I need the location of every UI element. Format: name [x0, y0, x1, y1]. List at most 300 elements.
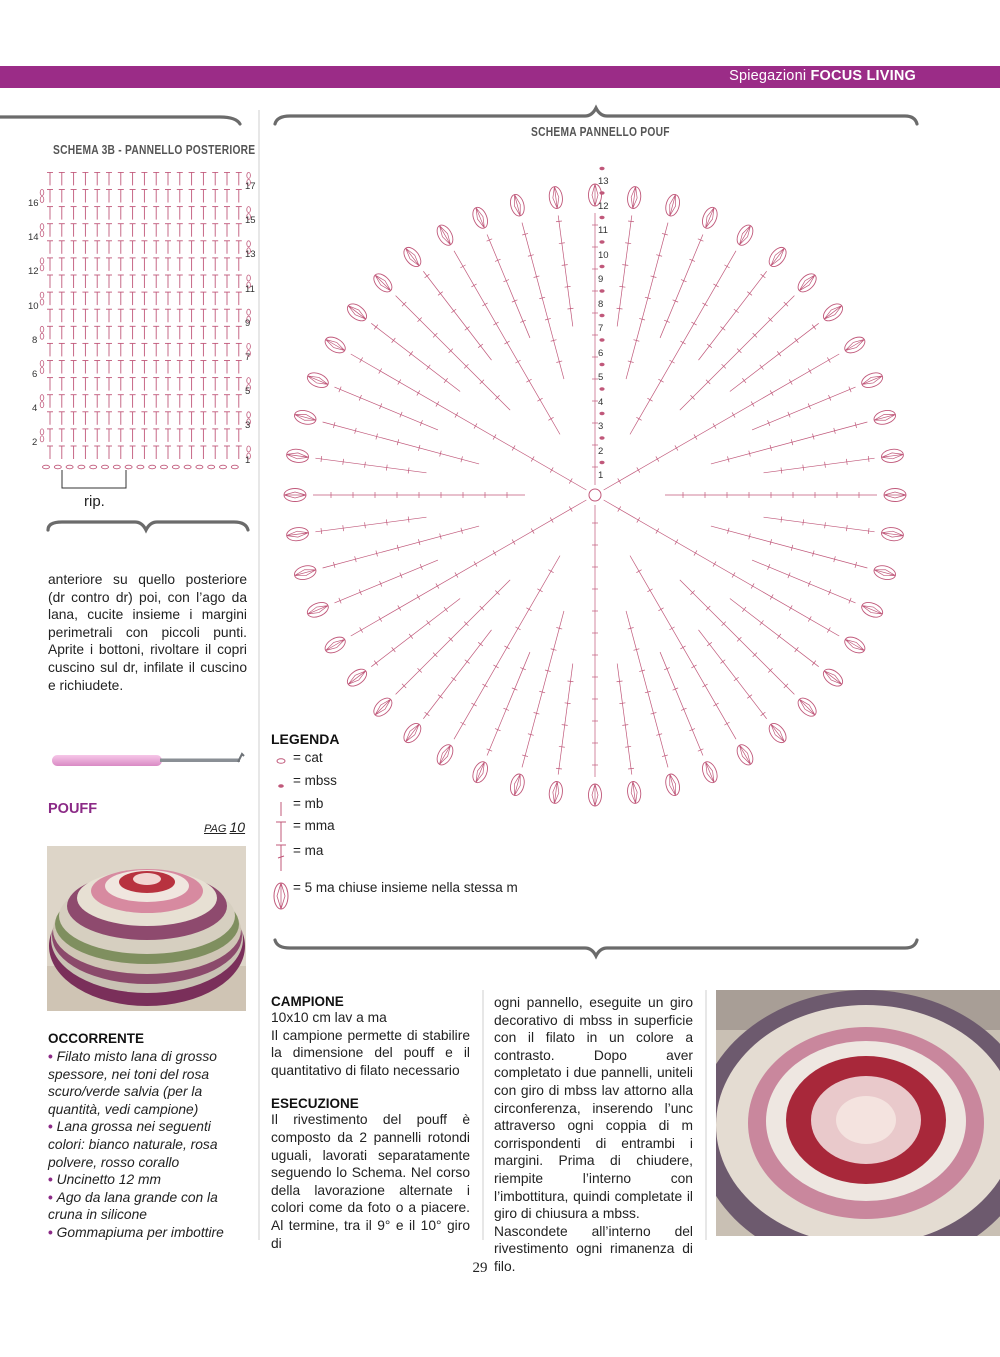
- stitch-symbol: [224, 241, 230, 254]
- cluster-symbol: [401, 244, 425, 269]
- cluster-symbol: [842, 334, 868, 356]
- stitch-symbol: [94, 241, 100, 254]
- stitch-symbol: [224, 343, 230, 356]
- stitch-symbol: [236, 395, 242, 408]
- stitch-symbol: [177, 292, 183, 305]
- turning-chain: [40, 436, 44, 442]
- stitch-symbol: [71, 429, 77, 442]
- slip-stitch-marker: [599, 191, 604, 194]
- double-crochet-icon: [271, 843, 291, 873]
- stitch-symbol: [71, 361, 77, 374]
- esecuzione-title: ESECUZIONE: [271, 1096, 359, 1112]
- stitch-symbol: [94, 224, 100, 237]
- stitch-symbol: [177, 258, 183, 271]
- stitch-symbol: [118, 378, 124, 391]
- stitch-symbol: [59, 446, 65, 459]
- legend-double-crochet: = ma: [271, 843, 291, 876]
- turning-chain: [247, 172, 251, 178]
- cluster-symbol: [434, 742, 456, 768]
- stitch-symbol: [47, 207, 53, 220]
- stitch-symbol: [153, 361, 159, 374]
- stitch-symbol: [141, 343, 147, 356]
- slip-stitch-marker: [599, 461, 604, 464]
- stitch-symbol: [141, 292, 147, 305]
- stitch-symbol: [165, 429, 171, 442]
- stitch-symbol: [224, 172, 230, 185]
- campione-title: CAMPIONE: [271, 994, 344, 1009]
- stitch-symbol: [59, 172, 65, 185]
- stitch-symbol: [94, 378, 100, 391]
- cluster-symbol: [589, 784, 602, 806]
- stitch-symbol: [71, 241, 77, 254]
- stitch-symbol: [189, 258, 195, 271]
- stitch-symbol: [236, 241, 242, 254]
- continuation-text: anteriore su quello posteriore (dr contro dr) poi, con l’ago da lana, cucite insieme i margini perimetrali con piccoli punti. Aprite i bottoni, rivoltare il copri cuscino sul dr, infilate il cuscino e richiudete.: [48, 572, 247, 693]
- stitch-symbol: [236, 207, 242, 220]
- stitch-symbol: [94, 395, 100, 408]
- occorrente-list: [48, 1048, 247, 1242]
- stitch-symbol: [106, 172, 112, 185]
- stitch-symbol: [82, 361, 88, 374]
- chain-stitch: [184, 465, 191, 469]
- row-number: 9: [245, 317, 251, 329]
- stitch-symbol: [106, 412, 112, 425]
- stitch-symbol: [47, 429, 53, 442]
- stitch-symbol: [94, 172, 100, 185]
- slip-stitch-marker: [599, 387, 604, 390]
- stitch-symbol: [153, 326, 159, 339]
- stitch-symbol: [177, 241, 183, 254]
- round-number: 7: [598, 323, 604, 334]
- stitch-symbol: [165, 446, 171, 459]
- stitch-symbol: [59, 343, 65, 356]
- pouf-bottom-brace: [275, 940, 917, 956]
- page-reference: [204, 819, 245, 835]
- stitch-symbol: [82, 224, 88, 237]
- stitch-symbol: [189, 326, 195, 339]
- stitch-symbol: [153, 429, 159, 442]
- stitch-symbol: [200, 172, 206, 185]
- stitch-symbol: [141, 207, 147, 220]
- pouff-title: POUFF: [48, 801, 98, 817]
- cluster-symbol: [293, 408, 318, 426]
- schema-3b-title: SCHEMA 3B - PANNELLO POSTERIORE: [53, 143, 256, 157]
- row-number: 8: [32, 334, 38, 346]
- stitch-symbol: [82, 343, 88, 356]
- stitch-symbol: [130, 309, 136, 322]
- stitch-symbol: [153, 446, 159, 459]
- stitch-symbol: [200, 395, 206, 408]
- stitch-ray: [750, 370, 885, 436]
- turning-chain: [247, 275, 251, 281]
- stitch-ray: [401, 626, 497, 746]
- stitch-symbol: [189, 224, 195, 237]
- stitch-symbol: [59, 292, 65, 305]
- legend-cluster: = 5 ma chiuse insieme nella stessa m: [271, 880, 291, 915]
- stitch-symbol: [118, 275, 124, 288]
- stitch-symbol: [71, 275, 77, 288]
- stitch-symbol: [236, 326, 242, 339]
- stitch-ray: [665, 489, 906, 502]
- stitch-ray: [624, 222, 756, 437]
- stitch-ray: [344, 301, 464, 397]
- stitch-symbol: [236, 292, 242, 305]
- cluster-symbol: [434, 222, 456, 248]
- stitch-ray: [470, 205, 536, 340]
- single-crochet-icon: [271, 796, 291, 818]
- stitch-symbol: [130, 241, 136, 254]
- stitch-ray: [624, 552, 756, 767]
- stitch-symbol: [153, 241, 159, 254]
- stitch-symbol: [224, 258, 230, 271]
- stitch-symbol: [177, 190, 183, 203]
- cluster-symbol: [700, 760, 720, 785]
- cluster-symbol: [322, 634, 348, 656]
- turning-chain: [40, 368, 44, 374]
- stitch-symbol: [165, 378, 171, 391]
- row-number: 17: [245, 181, 256, 192]
- stitch-symbol: [118, 292, 124, 305]
- cluster-symbol: [881, 526, 905, 542]
- stitch-symbol: [224, 190, 230, 203]
- stitch-symbol: [224, 378, 230, 391]
- stitch-symbol: [212, 446, 218, 459]
- stitch-symbol: [165, 241, 171, 254]
- round-number: 2: [598, 445, 604, 457]
- cluster-symbol: [664, 772, 682, 797]
- stitch-symbol: [236, 361, 242, 374]
- slip-stitch-marker: [599, 412, 604, 415]
- stitch-symbol: [141, 378, 147, 391]
- stitch-symbol: [177, 378, 183, 391]
- stitch-symbol: [118, 412, 124, 425]
- stitch-symbol: [94, 292, 100, 305]
- chain-stitch: [43, 465, 50, 469]
- stitch-ray: [305, 554, 440, 620]
- stitch-symbol: [153, 309, 159, 322]
- stitch-symbol: [224, 275, 230, 288]
- slip-stitch-marker: [599, 216, 604, 219]
- turning-chain: [247, 343, 251, 349]
- stitch-symbol: [94, 361, 100, 374]
- chain-stitch: [220, 465, 227, 469]
- stitch-symbol: [224, 361, 230, 374]
- cluster-symbol: [795, 270, 820, 295]
- turning-chain: [247, 207, 251, 213]
- stitch-ray: [322, 494, 589, 656]
- campione-text: Il campione permette di stabilire la dimensione del pouff e il quantitativo di filato necessario: [271, 1027, 470, 1078]
- stitch-symbol: [130, 446, 136, 459]
- stitch-ray: [763, 448, 904, 479]
- stitch-symbol: [165, 326, 171, 339]
- stitch-symbol: [189, 412, 195, 425]
- round-number: 9: [598, 274, 604, 285]
- cluster-symbol: [370, 270, 395, 295]
- list-item: • Gommapiuma per imbottire: [48, 1224, 224, 1240]
- cluster-symbol: [305, 370, 330, 390]
- stitch-symbol: [82, 395, 88, 408]
- stitch-symbol: [59, 309, 65, 322]
- stitch-ray: [434, 222, 566, 437]
- pouf-top-brace: [275, 108, 917, 124]
- stitch-symbol: [165, 207, 171, 220]
- stitch-symbol: [200, 309, 206, 322]
- stitch-symbol: [106, 241, 112, 254]
- stitch-symbol: [236, 343, 242, 356]
- stitch-symbol: [106, 292, 112, 305]
- stitch-symbol: [141, 190, 147, 203]
- right-text-2: Nascondete all’interno del rivestimento ogni rimanenza di filo.: [494, 1223, 693, 1274]
- pouf-closeup-photo: [716, 990, 1000, 1236]
- stitch-symbol: [118, 395, 124, 408]
- stitch-symbol: [94, 446, 100, 459]
- cluster-symbol: [322, 334, 348, 356]
- stitch-symbol: [71, 172, 77, 185]
- stitch-symbol: [236, 309, 242, 322]
- stitch-symbol: [118, 258, 124, 271]
- cluster-symbol: [872, 408, 897, 426]
- stitch-symbol: [47, 412, 53, 425]
- slip-stitch-marker: [599, 338, 604, 341]
- stitch-ray: [434, 552, 566, 767]
- stitch-symbol: [59, 224, 65, 237]
- stitch-symbol: [200, 292, 206, 305]
- stitch-symbol: [165, 258, 171, 271]
- cluster-symbol: [664, 193, 682, 218]
- stitch-symbol: [212, 429, 218, 442]
- stitch-symbol: [59, 361, 65, 374]
- stitch-symbol: [189, 172, 195, 185]
- cluster-symbol: [795, 695, 820, 720]
- stitch-symbol: [177, 309, 183, 322]
- cluster-symbol: [293, 564, 318, 582]
- stitch-symbol: [200, 326, 206, 339]
- crochet-hook-image: [48, 750, 248, 772]
- stitch-symbol: [236, 258, 242, 271]
- stitch-symbol: [106, 190, 112, 203]
- stitch-symbol: [47, 343, 53, 356]
- legend-title: LEGENDA: [271, 731, 340, 747]
- stitch-ray: [726, 301, 846, 397]
- esecuzione-text: Il rivestimento del pouff è composto da 2 pannelli rotondi uguali, lavorati separatamente seguendo lo Schema. Nel corso della lavorazione alternate i colori come da foto o a piacere. Al termine, tra il 9° e il 10° giro di: [271, 1112, 470, 1251]
- stitch-symbol: [141, 326, 147, 339]
- slip-stitch-marker: [599, 363, 604, 366]
- round-number: 12: [598, 200, 609, 212]
- stitch-symbol: [200, 343, 206, 356]
- page-ref-label: PAG: [204, 823, 227, 835]
- stitch-symbol: [224, 207, 230, 220]
- stitch-symbol: [200, 429, 206, 442]
- stitch-symbol: [82, 292, 88, 305]
- stitch-symbol: [118, 309, 124, 322]
- stitch-ray: [750, 554, 885, 620]
- stitch-symbol: [82, 429, 88, 442]
- stitch-ray: [611, 663, 642, 804]
- stitch-symbol: [200, 258, 206, 271]
- stitch-symbol: [141, 258, 147, 271]
- stitch-symbol: [82, 258, 88, 271]
- slip-stitch-marker: [599, 289, 604, 292]
- stitch-symbol: [130, 190, 136, 203]
- stitch-symbol: [212, 224, 218, 237]
- round-number: 13: [598, 176, 609, 187]
- stitch-symbol: [224, 446, 230, 459]
- stitch-ray: [305, 370, 440, 436]
- chain-stitch: [161, 465, 168, 469]
- stitch-symbol: [106, 207, 112, 220]
- stitch-symbol: [200, 275, 206, 288]
- stitch-symbol: [59, 395, 65, 408]
- stitch-symbol: [141, 412, 147, 425]
- stitch-symbol: [224, 326, 230, 339]
- stitch-symbol: [189, 241, 195, 254]
- stitch-symbol: [71, 309, 77, 322]
- stitch-symbol: [47, 224, 53, 237]
- magazine-name: FOCUS LIVING: [810, 68, 916, 84]
- turning-chain: [40, 292, 44, 298]
- cluster-symbol: [700, 205, 720, 230]
- stitch-symbol: [106, 343, 112, 356]
- cluster-symbol: [470, 205, 490, 230]
- stitch-symbol: [141, 429, 147, 442]
- stitch-symbol: [82, 446, 88, 459]
- stitch-symbol: [200, 190, 206, 203]
- stitch-symbol: [106, 258, 112, 271]
- stitch-symbol: [153, 275, 159, 288]
- stitch-symbol: [94, 190, 100, 203]
- stitch-symbol: [165, 343, 171, 356]
- stitch-symbol: [71, 224, 77, 237]
- stitch-symbol: [153, 172, 159, 185]
- stitch-ray: [600, 334, 867, 496]
- chain-stitch: [196, 465, 203, 469]
- stitch-symbol: [153, 207, 159, 220]
- stitch-symbol: [165, 309, 171, 322]
- stitch-symbol: [165, 361, 171, 374]
- stitch-symbol: [106, 361, 112, 374]
- stitch-symbol: [189, 361, 195, 374]
- stitch-symbol: [59, 275, 65, 288]
- cluster-symbol: [626, 186, 642, 210]
- stitch-symbol: [94, 429, 100, 442]
- list-item: • Lana grossa nei seguenti colori: bianco naturale, rosa polvere, rosso corallo: [48, 1119, 218, 1170]
- row-number: 4: [32, 403, 38, 415]
- stitch-symbol: [106, 378, 112, 391]
- stitch-symbol: [59, 190, 65, 203]
- stitch-symbol: [106, 275, 112, 288]
- slip-stitch-marker: [599, 240, 604, 243]
- stitch-symbol: [141, 309, 147, 322]
- stitch-symbol: [71, 412, 77, 425]
- stitch-symbol: [130, 361, 136, 374]
- stitch-symbol: [47, 326, 53, 339]
- stitch-symbol: [118, 190, 124, 203]
- cluster-icon: [271, 880, 291, 912]
- stitch-symbol: [224, 309, 230, 322]
- cluster-symbol: [508, 193, 526, 218]
- stitch-symbol: [59, 241, 65, 254]
- stitch-symbol: [212, 412, 218, 425]
- stitch-ray: [654, 205, 720, 340]
- stitch-symbol: [82, 241, 88, 254]
- stitch-symbol: [153, 378, 159, 391]
- stitch-symbol: [82, 275, 88, 288]
- stitch-symbol: [59, 429, 65, 442]
- row-number: 15: [245, 215, 256, 227]
- stitch-symbol: [236, 378, 242, 391]
- row-number: 6: [32, 369, 38, 380]
- stitch-symbol: [130, 275, 136, 288]
- list-item: • Filato misto lana di grosso spessore, nei toni del rosa scuro/verde salvia (per la quantità, vedi campione): [48, 1049, 217, 1117]
- row-number: 3: [245, 420, 251, 432]
- stitch-symbol: [212, 241, 218, 254]
- stitch-ray: [611, 186, 642, 327]
- slip-stitch-icon: [271, 773, 291, 793]
- stitch-symbol: [82, 309, 88, 322]
- cluster-symbol: [820, 301, 845, 325]
- stitch-symbol: [212, 292, 218, 305]
- round-number: 11: [598, 225, 608, 236]
- stitch-symbol: [106, 395, 112, 408]
- stitch-symbol: [71, 190, 77, 203]
- page-ref-number: 10: [229, 819, 246, 835]
- stitch-ray: [726, 593, 846, 689]
- stitch-symbol: [177, 429, 183, 442]
- stitch-symbol: [153, 412, 159, 425]
- stitch-symbol: [82, 207, 88, 220]
- stitch-symbol: [71, 446, 77, 459]
- stitch-symbol: [106, 446, 112, 459]
- turning-chain: [40, 197, 44, 203]
- stitch-ray: [286, 511, 427, 542]
- turning-chain: [40, 429, 44, 435]
- stitch-symbol: [106, 326, 112, 339]
- stitch-symbol: [47, 378, 53, 391]
- stitch-symbol: [118, 224, 124, 237]
- stitch-symbol: [141, 241, 147, 254]
- stitch-symbol: [212, 190, 218, 203]
- stitch-symbol: [118, 326, 124, 339]
- stitch-symbol: [224, 292, 230, 305]
- stitch-symbol: [189, 378, 195, 391]
- cluster-symbol: [470, 760, 490, 785]
- cluster-symbol: [401, 720, 425, 745]
- cluster-symbol: [344, 301, 369, 325]
- turning-chain: [247, 412, 251, 418]
- stitch-symbol: [189, 429, 195, 442]
- row-number: 13: [245, 249, 256, 261]
- chain-stitch: [172, 465, 179, 469]
- cluster-symbol: [626, 781, 642, 805]
- stitch-symbol: [224, 412, 230, 425]
- stitch-ray: [286, 448, 427, 479]
- stitch-symbol: [59, 207, 65, 220]
- stitch-symbol: [177, 172, 183, 185]
- stitch-symbol: [212, 258, 218, 271]
- stitch-symbol: [47, 172, 53, 185]
- list-item: • Ago da lana grande con la cruna in silicone: [48, 1189, 218, 1223]
- cluster-symbol: [305, 600, 330, 620]
- legend-single-crochet: = mb: [271, 796, 291, 821]
- stitch-symbol: [177, 412, 183, 425]
- pouf-schema-title: SCHEMA PANNELLO POUF: [531, 125, 670, 139]
- cluster-symbol: [548, 186, 564, 210]
- stitch-symbol: [47, 241, 53, 254]
- stitch-ray: [401, 244, 497, 364]
- cluster-symbol: [548, 781, 564, 805]
- cluster-symbol: [842, 634, 868, 656]
- stitch-symbol: [200, 241, 206, 254]
